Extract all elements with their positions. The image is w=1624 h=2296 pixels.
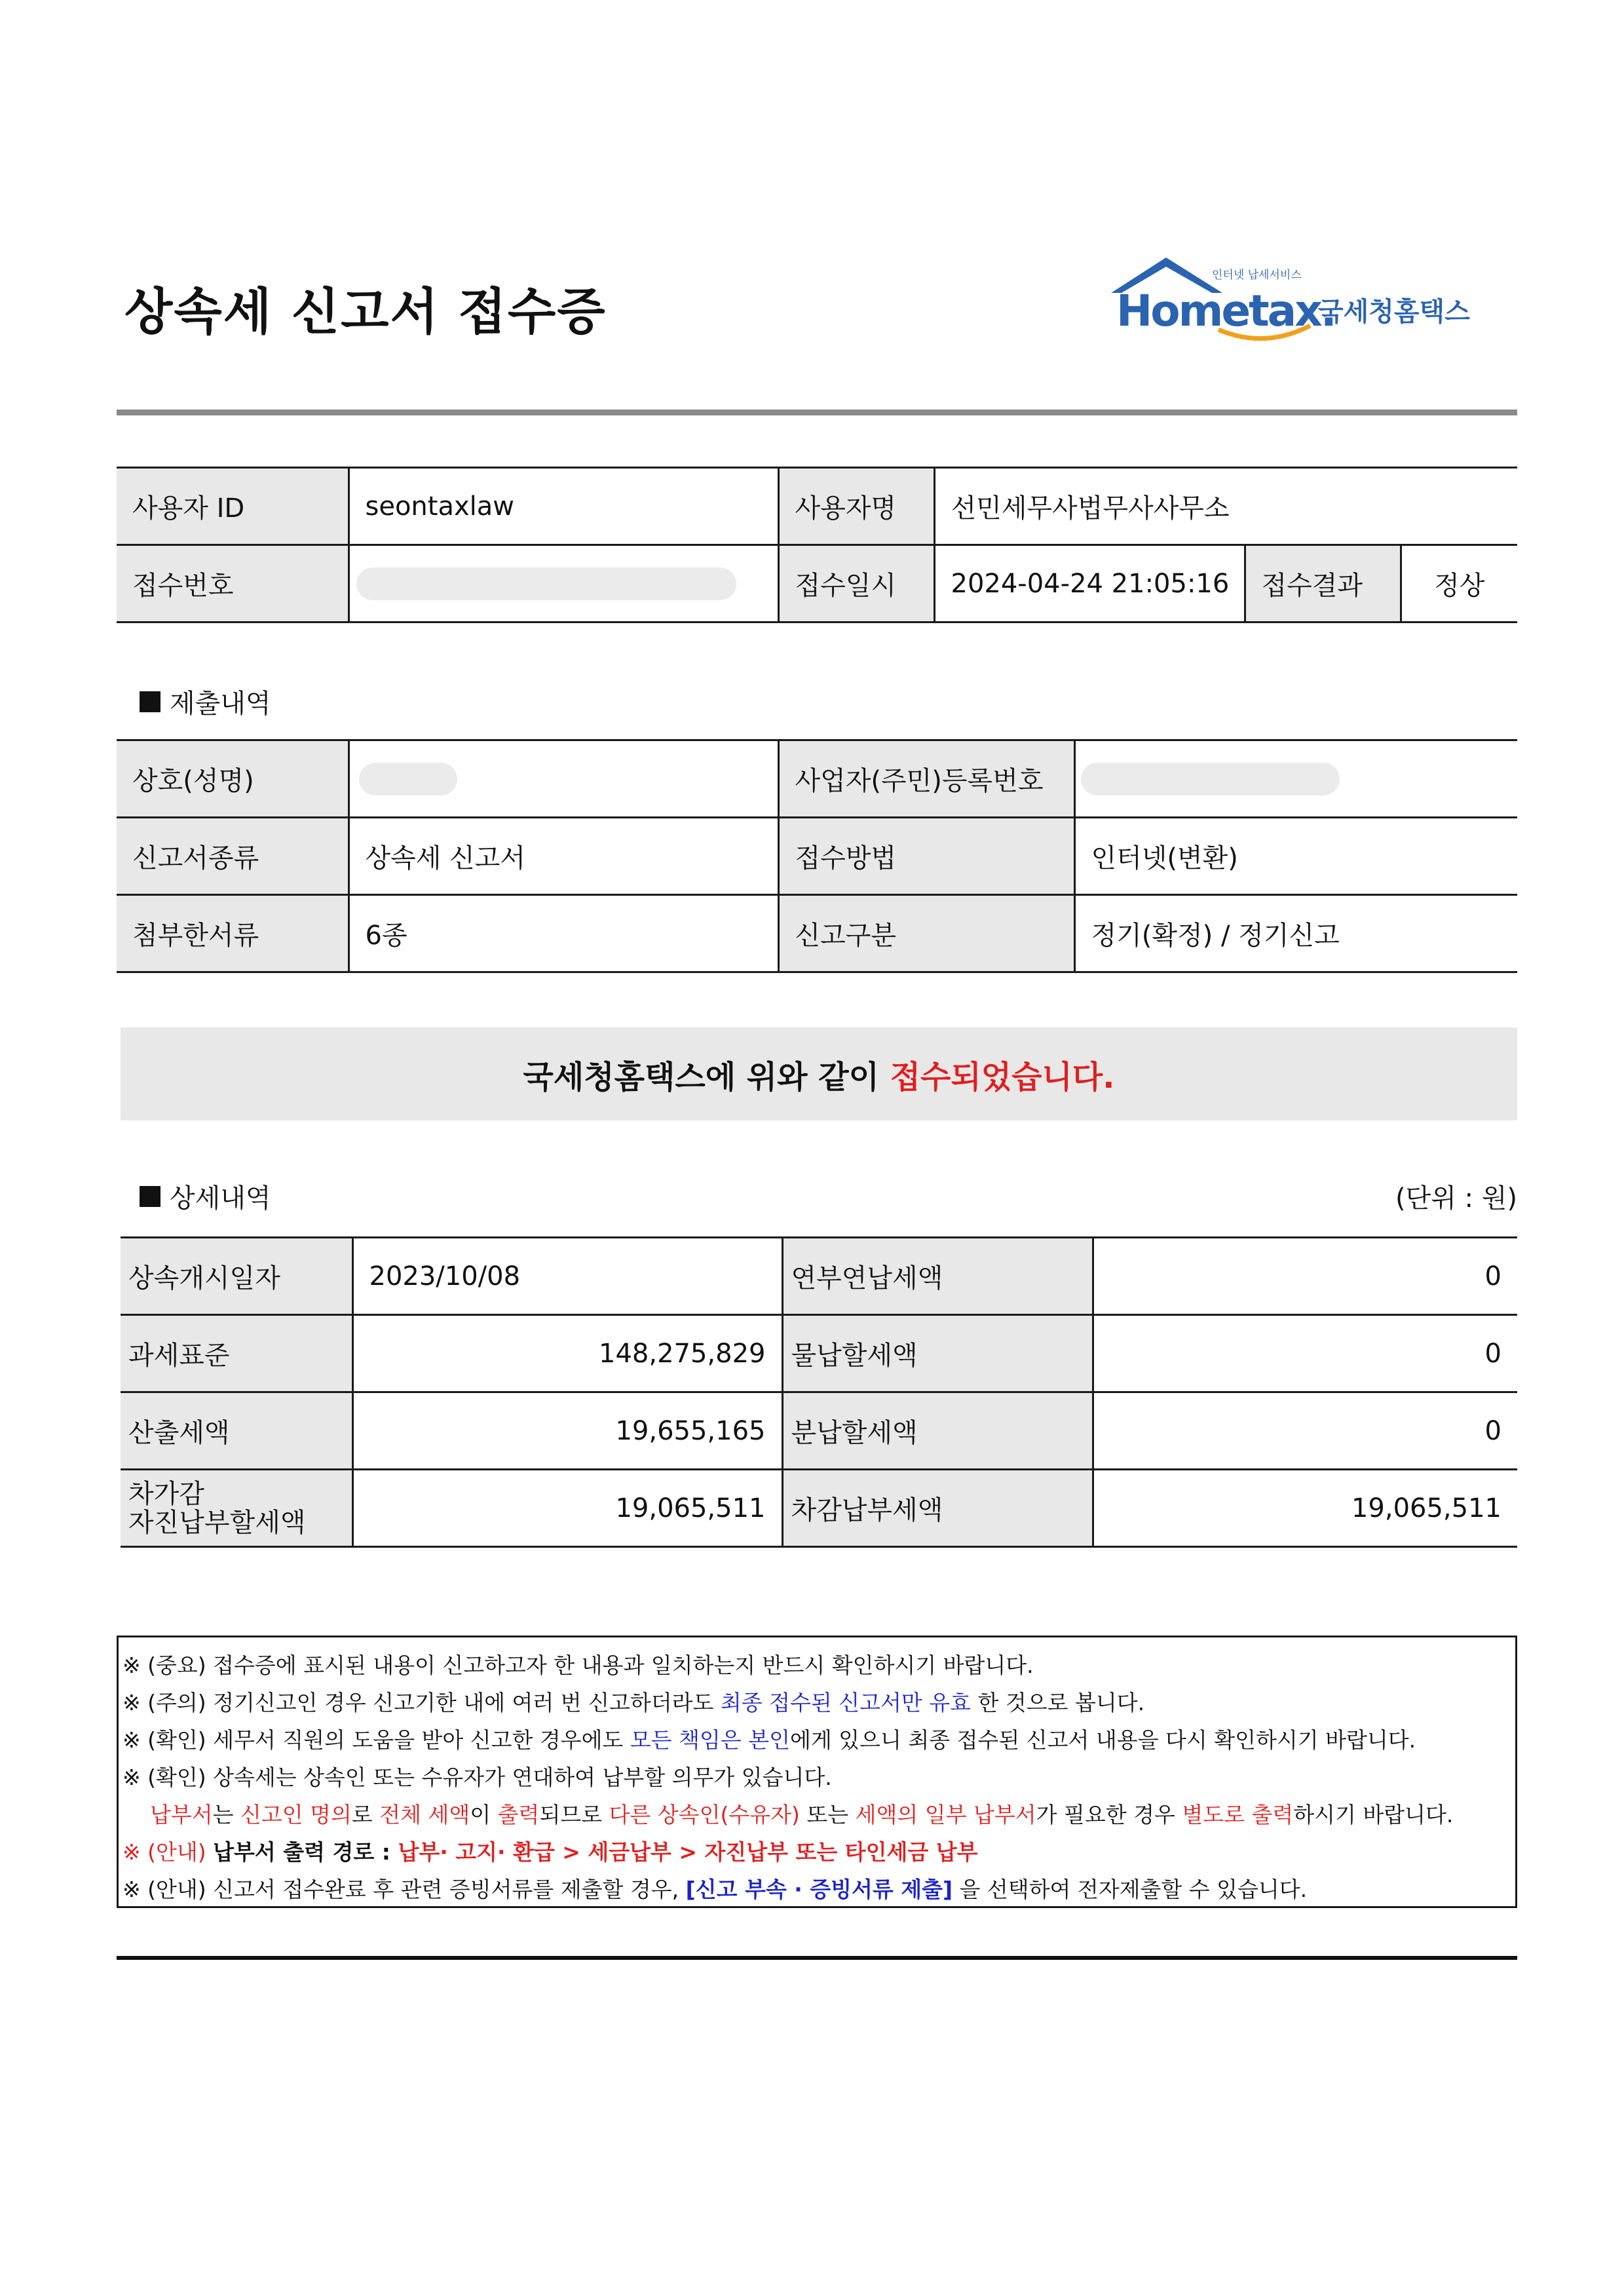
notice-highlight: 세액의 일부 납부서 xyxy=(855,1802,1036,1827)
notice-line-5 xyxy=(123,1796,1511,1833)
notice-line-6 xyxy=(123,1833,1511,1871)
start-date-label: 상속개시일자 xyxy=(121,1238,352,1315)
notice-text: ※ (확인) 세무서 직원의 도움을 받아 신고한 경우에도 xyxy=(123,1727,630,1753)
logo-brand-ko: 국세청홈택스 xyxy=(1318,297,1470,327)
split-tax-value: 0 xyxy=(1093,1392,1517,1470)
method-label: 접수방법 xyxy=(778,818,1074,895)
notice-highlight: ※ (안내) xyxy=(123,1839,214,1865)
notice-highlight: 다른 상속인(수유자) xyxy=(609,1802,800,1827)
square-bullet-icon xyxy=(140,1186,161,1207)
hometax-logo xyxy=(1107,252,1487,351)
receipt-date-label: 접수일시 xyxy=(778,545,934,622)
banner-text: 국세청홈택스에 위와 같이 xyxy=(523,1058,890,1096)
method-value: 인터넷(변환) xyxy=(1074,818,1517,895)
notice-text: 한 것으로 봅니다. xyxy=(971,1690,1145,1715)
table-row xyxy=(117,545,1517,622)
table-row xyxy=(121,1470,1517,1547)
reg-no-label: 사업자(주민)등록번호 xyxy=(778,740,1074,818)
user-id-label: 사용자 ID xyxy=(117,468,349,545)
receipt-result-value: 정상 xyxy=(1401,545,1517,622)
notice-highlight: 최종 접수된 신고서만 유효 xyxy=(720,1690,972,1715)
notice-highlight: 납부· 고지· 환급 > 세금납부 > 자진납부 또는 타인세금 납부 xyxy=(398,1839,978,1865)
notice-highlight: 모든 책임은 본인 xyxy=(630,1727,791,1753)
table-row xyxy=(121,1315,1517,1392)
title-divider xyxy=(117,410,1517,415)
receipt-no-value xyxy=(349,545,778,622)
table-row xyxy=(117,818,1517,895)
start-date-value: 2023/10/08 xyxy=(352,1238,782,1315)
tax-base-label: 과세표준 xyxy=(121,1315,352,1392)
notice-line-4: ※ (확인) 상속세는 상속인 또는 수유자가 연대하여 납부할 의무가 있습니다. xyxy=(123,1765,832,1790)
receipt-date-value: 2024-04-24 21:05:16 xyxy=(934,545,1245,622)
category-value: 정기(확정) / 정기신고 xyxy=(1074,895,1517,972)
self-pay-tax-label-line1: 차가감 xyxy=(128,1478,204,1509)
self-pay-tax-value: 19,065,511 xyxy=(352,1470,782,1547)
detail-table xyxy=(121,1236,1517,1548)
notice-line-1: ※ (중요) 접수증에 표시된 내용이 신고하고자 한 내용과 일치하는지 반드시 확인하시기 바랍니다. xyxy=(123,1653,1034,1678)
calculated-tax-label: 산출세액 xyxy=(121,1392,352,1470)
table-row xyxy=(117,740,1517,818)
user-name-label: 사용자명 xyxy=(778,468,934,545)
notice-text: 는 xyxy=(212,1802,241,1827)
redacted-receipt-no xyxy=(356,567,736,600)
report-type-value: 상속세 신고서 xyxy=(349,818,778,895)
category-label: 신고구분 xyxy=(778,895,1074,972)
notice-box xyxy=(117,1636,1517,1908)
attach-value: 6종 xyxy=(349,895,778,972)
self-pay-tax-label xyxy=(121,1470,352,1547)
tax-base-value: 148,275,829 xyxy=(352,1315,782,1392)
submission-section-heading xyxy=(140,683,271,720)
notice-text: 에게 있으니 최종 접수된 신고서 내용을 다시 확인하시기 바랍니다. xyxy=(790,1727,1416,1753)
report-type-label: 신고서종류 xyxy=(117,818,349,895)
reg-no-value xyxy=(1074,740,1517,818)
square-bullet-icon xyxy=(140,691,161,712)
receipt-no-label: 접수번호 xyxy=(117,545,349,622)
net-tax-label: 차감납부세액 xyxy=(782,1470,1093,1547)
redacted-company xyxy=(359,763,457,795)
notice-text: 로 xyxy=(351,1802,380,1827)
detail-section-heading xyxy=(140,1177,271,1215)
redacted-reg-no xyxy=(1081,763,1340,795)
logo-small-text: 인터넷 납세서비스 xyxy=(1212,269,1302,282)
table-row xyxy=(121,1238,1517,1315)
notice-highlight: 출력 xyxy=(497,1802,540,1827)
logo-brand: Hometax. xyxy=(1116,286,1335,336)
confirmation-banner xyxy=(121,1027,1517,1120)
notice-highlight: 납부서 xyxy=(150,1802,213,1827)
in-kind-tax-value: 0 xyxy=(1093,1315,1517,1392)
notice-text: ※ (주의) 정기신고인 경우 신고기한 내에 여러 번 신고하더라도 xyxy=(123,1690,721,1715)
company-value xyxy=(349,740,778,818)
calculated-tax-value: 19,655,165 xyxy=(352,1392,782,1470)
notice-line-7 xyxy=(123,1871,1511,1908)
notice-text: 하시기 바랍니다. xyxy=(1293,1802,1454,1827)
notice-text: 이 xyxy=(470,1802,498,1827)
submission-table xyxy=(117,739,1517,973)
user-id-value: seontaxlaw xyxy=(349,468,778,545)
receipt-result-label: 접수결과 xyxy=(1245,545,1401,622)
company-label: 상호(성명) xyxy=(117,740,349,818)
installment-tax-label: 연부연납세액 xyxy=(782,1238,1093,1315)
notice-bold: 납부서 출력 경로 : xyxy=(213,1839,398,1865)
notice-text: 되므로 xyxy=(539,1802,609,1827)
split-tax-label: 분납할세액 xyxy=(782,1392,1093,1470)
notice-highlight: 별도로 출력 xyxy=(1182,1802,1294,1827)
notice-text: ※ (안내) 신고서 접수완료 후 관련 증빙서류를 제출할 경우, xyxy=(123,1877,686,1902)
unit-label: (단위 : 원) xyxy=(1395,1183,1517,1214)
bottom-divider xyxy=(117,1956,1517,1960)
table-row xyxy=(117,895,1517,972)
in-kind-tax-label: 물납할세액 xyxy=(782,1315,1093,1392)
self-pay-tax-label-line2: 자진납부할세액 xyxy=(128,1507,306,1538)
notice-text: 을 선택하여 전자제출할 수 있습니다. xyxy=(953,1877,1308,1902)
table-row xyxy=(121,1392,1517,1470)
notice-line-2 xyxy=(123,1684,1511,1721)
page-title: 상속세 신고서 접수증 xyxy=(124,282,607,341)
banner-highlight: 접수되었습니다. xyxy=(890,1058,1115,1096)
notice-highlight: [신고 부속 · 증빙서류 제출] xyxy=(685,1877,953,1902)
notice-highlight: 신고인 명의 xyxy=(240,1802,352,1827)
net-tax-value: 19,065,511 xyxy=(1093,1470,1517,1547)
installment-tax-value: 0 xyxy=(1093,1238,1517,1315)
attach-label: 첨부한서류 xyxy=(117,895,349,972)
user-name-value: 선민세무사법무사사무소 xyxy=(934,468,1517,545)
detail-section-title: 상세내역 xyxy=(170,1183,271,1214)
notice-highlight: 전체 세액 xyxy=(379,1802,470,1827)
notice-text: 또는 xyxy=(799,1802,856,1827)
notice-line-3 xyxy=(123,1721,1511,1759)
submission-section-title: 제출내역 xyxy=(170,689,271,719)
notice-text: 가 필요한 경우 xyxy=(1036,1802,1182,1827)
table-row xyxy=(117,468,1517,545)
user-info-table xyxy=(117,467,1517,623)
